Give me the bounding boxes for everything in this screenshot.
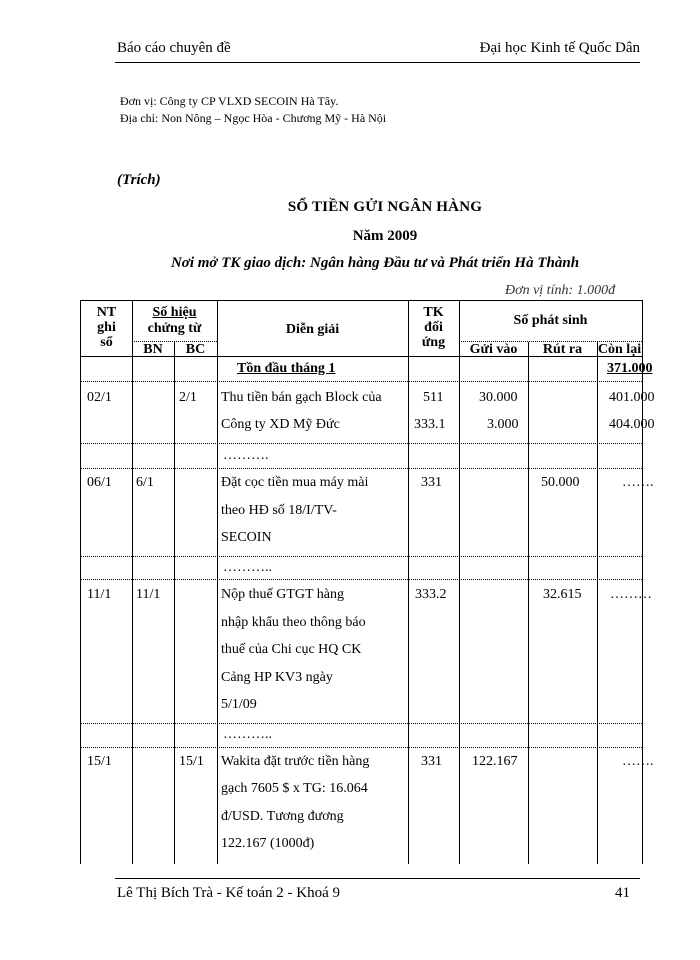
col-header-bn: BN: [143, 342, 163, 357]
col-divider: [174, 342, 175, 864]
entry-bc: 15/1: [179, 754, 204, 769]
page-number: 41: [615, 885, 630, 901]
excerpt-label: (Trích): [117, 172, 161, 188]
col-divider: [217, 301, 218, 864]
header-university: Đại học Kinh tế Quốc Dân: [479, 40, 640, 56]
entry-desc-line: đ/USD. Tương đương: [221, 809, 344, 824]
col-header-description: Diễn giải: [285, 322, 340, 337]
entry-withdraw: 32.615: [543, 587, 582, 602]
row-divider: [81, 579, 642, 580]
entry-desc-line: thuế của Chi cục HQ CK: [221, 642, 362, 657]
entry-desc-line: Wakita đặt trước tiền hàng: [221, 754, 370, 769]
entry-account: 331: [421, 754, 442, 769]
opening-label: Tồn đầu tháng 1: [237, 361, 336, 376]
entry-account: 333.1: [414, 417, 446, 432]
footer-author: Lê Thị Bích Trà - Kế toán 2 - Khoá 9: [117, 885, 341, 901]
entry-date: 06/1: [87, 475, 112, 490]
entry-account: 511: [423, 390, 444, 405]
bank-ledger-table: [80, 300, 655, 864]
row-divider: [81, 443, 642, 444]
entry-desc-line: 122.167 (1000đ): [221, 836, 315, 851]
col-header-withdraw: Rút ra: [542, 342, 583, 357]
entry-desc-line: Cảng HP KV3 ngày: [221, 670, 333, 685]
entry-date: 02/1: [87, 390, 112, 405]
ledger-title: SỔ TIỀN GỬI NGÂN HÀNG: [287, 199, 483, 215]
entry-desc-line: Công ty XD Mỹ Đức: [221, 417, 340, 432]
entry-date: 11/1: [87, 587, 112, 602]
col-header-date: NT ghi sổ: [96, 305, 117, 350]
col-divider: [132, 301, 133, 864]
entry-deposit: 30.000: [479, 390, 518, 405]
col-divider: [597, 342, 598, 864]
unit-company: Đơn vị: Công ty CP VLXD SECOIN Hà Tây.: [120, 94, 339, 108]
col-divider: [408, 301, 409, 864]
entry-withdraw: 50.000: [541, 475, 580, 490]
entry-desc-line: gạch 7605 $ x TG: 16.064: [221, 781, 368, 796]
entry-account: 331: [421, 475, 442, 490]
entry-balance: ………: [610, 587, 652, 602]
ledger-bank: Nơi mở TK giao dịch: Ngân hàng Đầu tư và Phát triển Hà Thành: [170, 255, 580, 271]
entry-desc-line: Nộp thuế GTGT hàng: [221, 587, 344, 602]
entry-balance: 401.000: [609, 390, 655, 405]
col-divider: [459, 301, 460, 864]
entry-date: 15/1: [87, 754, 112, 769]
entry-desc-line: nhập khẩu theo thông báo: [221, 615, 366, 630]
entry-balance: 404.000: [609, 417, 655, 432]
entry-account: 333.2: [415, 587, 447, 602]
unit-info: [120, 93, 386, 127]
unit-address: Địa chỉ: Non Nông – Ngọc Hòa - Chương Mỹ - Hà Nội: [120, 111, 387, 125]
ledger-year: Năm 2009: [352, 228, 418, 244]
entry-balance: …….: [622, 475, 654, 490]
entry-balance: …….: [622, 754, 654, 769]
row-divider: [81, 723, 642, 724]
entry-desc-line: theo HĐ số 18/I/TV-: [221, 503, 337, 518]
page-footer: [115, 878, 640, 909]
col-header-doc-number: Số hiệu chứng từ: [147, 305, 202, 336]
opening-balance: 371.000: [607, 361, 653, 376]
entry-deposit: 3.000: [487, 417, 519, 432]
ellipsis-row: ……….: [223, 448, 269, 463]
col-header-amounts: Số phát sinh: [513, 313, 588, 328]
header-report-type: Báo cáo chuyên đề: [117, 40, 231, 56]
entry-desc-line: Thu tiền bán gạch Block của: [221, 390, 382, 405]
col-header-balance: Còn lại: [597, 342, 642, 357]
entry-bn: 11/1: [136, 587, 161, 602]
col-header-account: TK đối ứng: [421, 305, 446, 350]
col-divider: [528, 342, 529, 864]
page-header: [115, 38, 640, 63]
row-divider: [81, 747, 642, 748]
ellipsis-row: ………..: [223, 560, 272, 575]
entry-desc-line: 5/1/09: [221, 697, 257, 712]
ellipsis-row: ………..: [223, 727, 272, 742]
currency-unit: Đơn vị tính: 1.000đ: [505, 283, 616, 298]
entry-bn: 6/1: [136, 475, 154, 490]
col-header-deposit: Gửi vào: [469, 342, 518, 357]
row-divider: [81, 468, 642, 469]
row-divider: [81, 381, 642, 382]
entry-desc-line: Đặt cọc tiền mua máy mài: [221, 475, 369, 490]
row-divider: [81, 556, 642, 557]
entry-deposit: 122.167: [472, 754, 518, 769]
col-header-bc: BC: [185, 342, 206, 357]
entry-desc-line: SECOIN: [221, 530, 272, 545]
entry-bc: 2/1: [179, 390, 197, 405]
